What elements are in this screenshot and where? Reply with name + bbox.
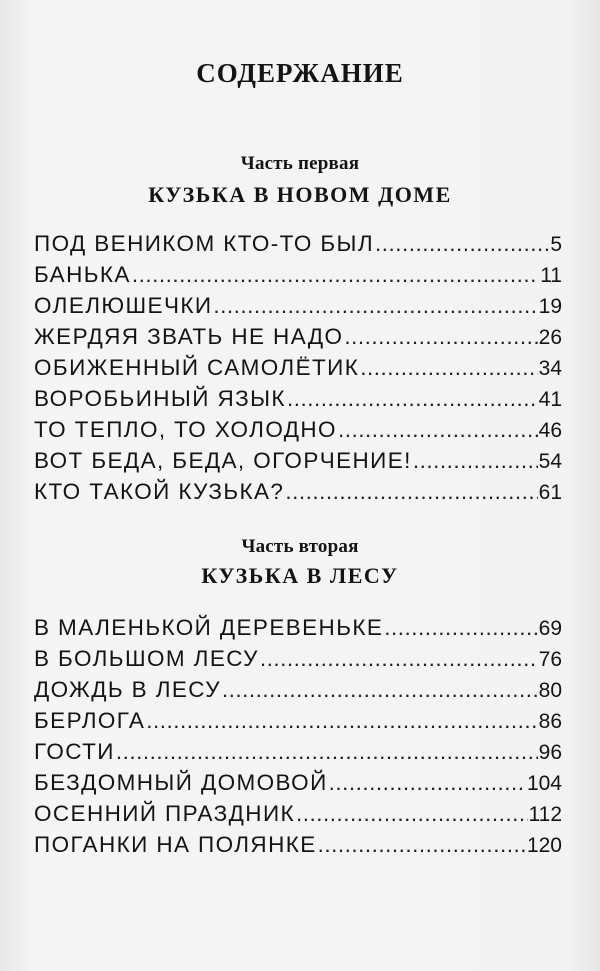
toc-entry — [34, 321, 562, 352]
dot-leader — [360, 352, 537, 383]
toc-entry — [34, 674, 562, 705]
dot-leader — [296, 798, 527, 829]
dot-leader — [132, 259, 539, 290]
toc-entry — [34, 829, 562, 860]
toc-entry-title: В БОЛЬШОМ ЛЕСУ — [34, 646, 259, 671]
part-two-label: Часть вторая — [241, 536, 359, 557]
toc-entry-title: ВОРОБЬИНЫЙ ЯЗЫК — [34, 386, 286, 411]
dot-leader — [116, 736, 538, 767]
toc-entry — [34, 612, 562, 643]
toc-entry — [34, 476, 562, 507]
part-one-entries — [34, 228, 562, 507]
dot-leader — [384, 612, 537, 643]
toc-entry-page: 11 — [540, 264, 562, 287]
toc-entry-title: ОБИЖЕННЫЙ САМОЛЁТИК — [34, 355, 360, 380]
toc-entry-title: ДОЖДЬ В ЛЕСУ — [34, 677, 221, 702]
part-two-entries — [34, 612, 562, 860]
toc-entry — [34, 259, 562, 290]
dot-leader — [260, 643, 538, 674]
toc-entry — [34, 767, 562, 798]
toc-entry — [34, 290, 562, 321]
dot-leader — [222, 674, 538, 705]
toc-entry-page: 86 — [538, 710, 562, 733]
toc-entry-title: ОСЕННИЙ ПРАЗДНИК — [34, 801, 296, 826]
toc-entry — [34, 228, 562, 259]
toc-entry-page: 76 — [538, 648, 562, 671]
toc-entry-title: В МАЛЕНЬКОЙ ДЕРЕВЕНЬКЕ — [34, 615, 384, 640]
toc-entry — [34, 383, 562, 414]
toc-entry-page: 26 — [538, 326, 562, 349]
toc-entry — [34, 705, 562, 736]
toc-entry-page: 46 — [538, 419, 562, 442]
toc-entry-title: БЕРЛОГА — [34, 708, 146, 733]
toc-entry-title: БАНЬКА — [34, 262, 131, 287]
toc-entry-page: 80 — [538, 679, 562, 702]
dot-leader — [375, 228, 549, 259]
toc-entry-title: ЖЕРДЯЯ ЗВАТЬ НЕ НАДО — [34, 324, 344, 349]
toc-entry — [34, 643, 562, 674]
toc-entry — [34, 445, 562, 476]
toc-entry-page: 96 — [538, 741, 562, 764]
part-two-title: КУЗЬКА В ЛЕСУ — [201, 563, 399, 588]
toc-entry-title: ОЛЕЛЮШЕЧКИ — [34, 293, 213, 318]
toc-entry-title: БЕЗДОМНЫЙ ДОМОВОЙ — [34, 770, 328, 795]
toc-entry — [34, 736, 562, 767]
dot-leader — [285, 476, 537, 507]
toc-entry-title: ПОД ВЕНИКОМ КТО-ТО БЫЛ — [34, 231, 375, 256]
dot-leader — [213, 290, 537, 321]
contents-title: СОДЕРЖАНИЕ — [196, 58, 404, 88]
toc-entry — [34, 352, 562, 383]
toc-entry-page: 120 — [526, 834, 562, 857]
toc-entry-page: 34 — [538, 357, 562, 380]
dot-leader — [329, 767, 526, 798]
toc-entry — [34, 798, 562, 829]
dot-leader — [344, 321, 537, 352]
toc-entry-page: 104 — [526, 772, 562, 795]
toc-entry-title: ТО ТЕПЛО, ТО ХОЛОДНО — [34, 417, 337, 442]
dot-leader — [413, 445, 538, 476]
dot-leader — [318, 829, 526, 860]
part-one-title: КУЗЬКА В НОВОМ ДОМЕ — [148, 182, 452, 207]
toc-entry-page: 19 — [538, 295, 562, 318]
toc-entry-page: 112 — [528, 803, 562, 826]
toc-entry-title: ПОГАНКИ НА ПОЛЯНКЕ — [34, 832, 317, 857]
toc-entry-page: 41 — [538, 388, 562, 411]
toc-entry — [34, 414, 562, 445]
toc-entry-page: 5 — [550, 233, 562, 256]
dot-leader — [287, 383, 538, 414]
dot-leader — [338, 414, 538, 445]
toc-entry-title: ГОСТИ — [34, 739, 115, 764]
toc-entry-title: КТО ТАКОЙ КУЗЬКА? — [34, 479, 285, 504]
toc-entry-page: 54 — [538, 450, 562, 473]
part-one-label: Часть первая — [240, 153, 360, 174]
toc-entry-page: 69 — [538, 617, 562, 640]
toc-entry-page: 61 — [538, 481, 562, 504]
toc-entry-title: ВОТ БЕДА, БЕДА, ОГОРЧЕНИЕ! — [34, 448, 412, 473]
dot-leader — [146, 705, 537, 736]
